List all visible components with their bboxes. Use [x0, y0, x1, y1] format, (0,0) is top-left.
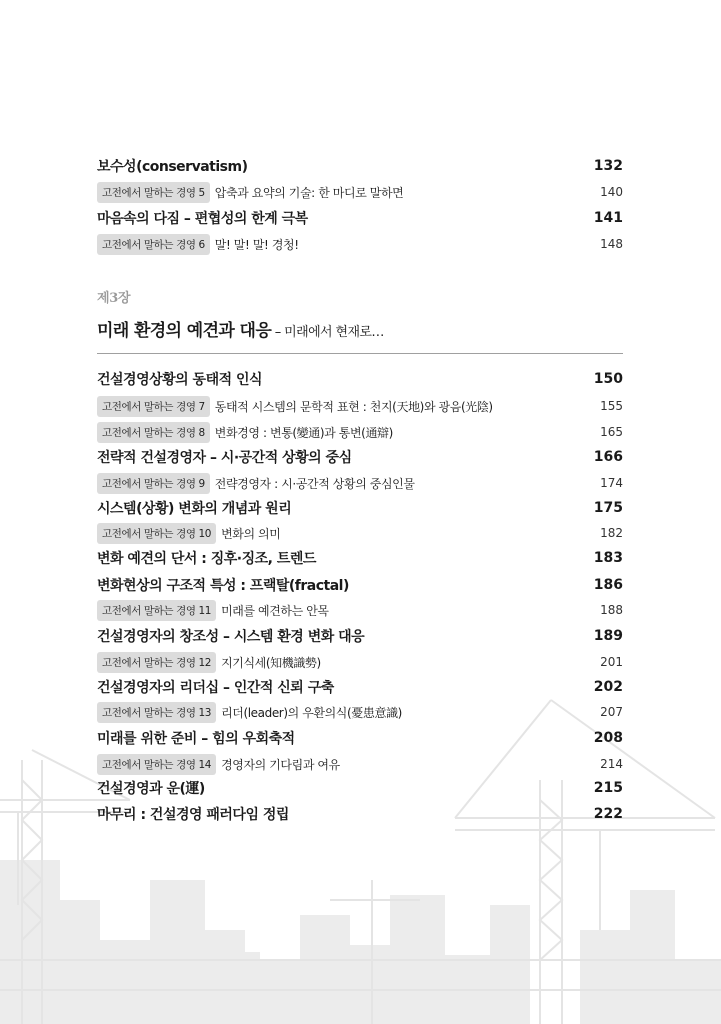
toc-sub-entry[interactable] — [97, 232, 623, 256]
chapter-title-main: 미래 환경의 예견과 대응 — [97, 321, 272, 341]
toc-entry-title: 마음속의 다짐 – 편협성의 한계 극복 — [97, 211, 308, 227]
toc-entry[interactable] — [97, 573, 623, 597]
toc-entry[interactable] — [97, 206, 623, 230]
classic-management-badge: 고전에서 말하는 경영 14 — [97, 754, 216, 775]
toc-entry-title: 보수성(conservatism) — [97, 159, 248, 175]
toc-sub-entry[interactable] — [97, 650, 623, 674]
toc-entry[interactable] — [97, 675, 623, 699]
toc-page-number: 141 — [593, 210, 623, 226]
toc-entry-title: 미래를 예견하는 안목 — [221, 603, 329, 618]
toc-page-number: 150 — [593, 371, 623, 387]
toc-page-number: 165 — [600, 425, 623, 439]
toc-entry-title: 전략적 건설경영자 – 시·공간적 상황의 중심 — [97, 450, 352, 466]
toc-entry-title: 리더(leader)의 우환의식(憂患意識) — [221, 705, 402, 720]
toc-page-number: 148 — [600, 237, 623, 251]
toc-page-number: 183 — [593, 550, 623, 566]
toc-page-number: 202 — [593, 679, 623, 695]
toc-entry-title: 말! 말! 말! 경청! — [214, 237, 299, 252]
toc-page-number: 188 — [600, 603, 623, 617]
chapter-subtitle: – 미래에서 현재로… — [271, 325, 384, 340]
classic-management-badge: 고전에서 말하는 경영 13 — [97, 702, 216, 723]
toc-page-number: 166 — [593, 449, 623, 465]
toc-page-number: 132 — [593, 158, 623, 174]
toc-page-number: 222 — [593, 806, 623, 822]
toc-entry[interactable] — [97, 445, 623, 469]
toc-sub-entry[interactable] — [97, 471, 623, 495]
toc-entry-title: 변화경영 : 변통(變通)과 통변(通辯) — [214, 425, 393, 440]
chapter-divider — [97, 353, 623, 354]
toc-entry[interactable] — [97, 496, 623, 520]
toc-sub-entry[interactable] — [97, 394, 623, 418]
toc-sub-entry[interactable] — [97, 420, 623, 444]
toc-entry-title: 변화 예견의 단서 : 징후·징조, 트렌드 — [97, 551, 316, 567]
toc-sub-entry[interactable] — [97, 752, 623, 776]
chapter-title — [97, 316, 384, 341]
classic-management-badge: 고전에서 말하는 경영 6 — [97, 234, 210, 255]
toc-entry[interactable] — [97, 802, 623, 826]
classic-management-badge: 고전에서 말하는 경영 7 — [97, 396, 210, 417]
toc-entry-title: 전략경영자 : 시·공간적 상황의 중심인물 — [214, 476, 415, 491]
toc-entry-title: 경영자의 기다림과 여유 — [221, 757, 340, 772]
toc-page-number: 207 — [600, 705, 623, 719]
classic-management-badge: 고전에서 말하는 경영 8 — [97, 422, 210, 443]
classic-management-badge: 고전에서 말하는 경영 12 — [97, 652, 216, 673]
classic-management-badge: 고전에서 말하는 경영 5 — [97, 182, 210, 203]
toc-entry-title: 동태적 시스템의 문학적 표현 : 천지(天地)와 광음(光陰) — [214, 399, 493, 414]
chapter-label: 제3장 — [97, 291, 131, 306]
toc-entry-title: 미래를 위한 준비 – 힘의 우회축적 — [97, 731, 295, 747]
toc-page-number: 140 — [600, 185, 623, 199]
toc-sub-entry[interactable] — [97, 700, 623, 724]
toc-entry-title: 건설경영자의 리더십 – 인간적 신뢰 구축 — [97, 680, 334, 696]
toc-entry-title: 건설경영자의 창조성 – 시스템 환경 변화 대응 — [97, 629, 365, 645]
toc-entry-title: 시스템(상황) 변화의 개념과 원리 — [97, 501, 292, 517]
toc-page-number: 182 — [600, 526, 623, 540]
toc-sub-entry[interactable] — [97, 180, 623, 204]
toc-entry-title: 변화의 의미 — [221, 526, 281, 541]
toc-page-number: 214 — [600, 757, 623, 771]
toc-entry-title: 건설경영상황의 동태적 인식 — [97, 372, 263, 388]
toc-entry[interactable] — [97, 154, 623, 178]
toc-page-number: 186 — [593, 577, 623, 593]
toc-entry-title: 마무리 : 건설경영 패러다임 정립 — [97, 807, 289, 823]
toc-entry-title: 건설경영과 운(運) — [97, 781, 205, 797]
toc-page-number: 215 — [593, 780, 623, 796]
toc-entry-title: 변화현상의 구조적 특성 : 프랙탈(fractal) — [97, 578, 349, 594]
toc-entry[interactable] — [97, 776, 623, 800]
toc-sub-entry[interactable] — [97, 521, 623, 545]
toc-page-number: 201 — [600, 655, 623, 669]
toc-page-number: 155 — [600, 399, 623, 413]
classic-management-badge: 고전에서 말하는 경영 11 — [97, 600, 216, 621]
toc-page-number: 189 — [593, 628, 623, 644]
toc-page-number: 174 — [600, 476, 623, 490]
toc-entry[interactable] — [97, 367, 623, 391]
toc-entry-title: 지기식세(知機識勢) — [221, 655, 321, 670]
toc-sub-entry[interactable] — [97, 598, 623, 622]
toc-entry-title: 압축과 요약의 기술: 한 마디로 말하면 — [214, 185, 404, 200]
toc-entry[interactable] — [97, 546, 623, 570]
toc-page-number: 208 — [593, 730, 623, 746]
classic-management-badge: 고전에서 말하는 경영 9 — [97, 473, 210, 494]
toc-entry[interactable] — [97, 726, 623, 750]
classic-management-badge: 고전에서 말하는 경영 10 — [97, 523, 216, 544]
toc-page-number: 175 — [593, 500, 623, 516]
toc-entry[interactable] — [97, 624, 623, 648]
